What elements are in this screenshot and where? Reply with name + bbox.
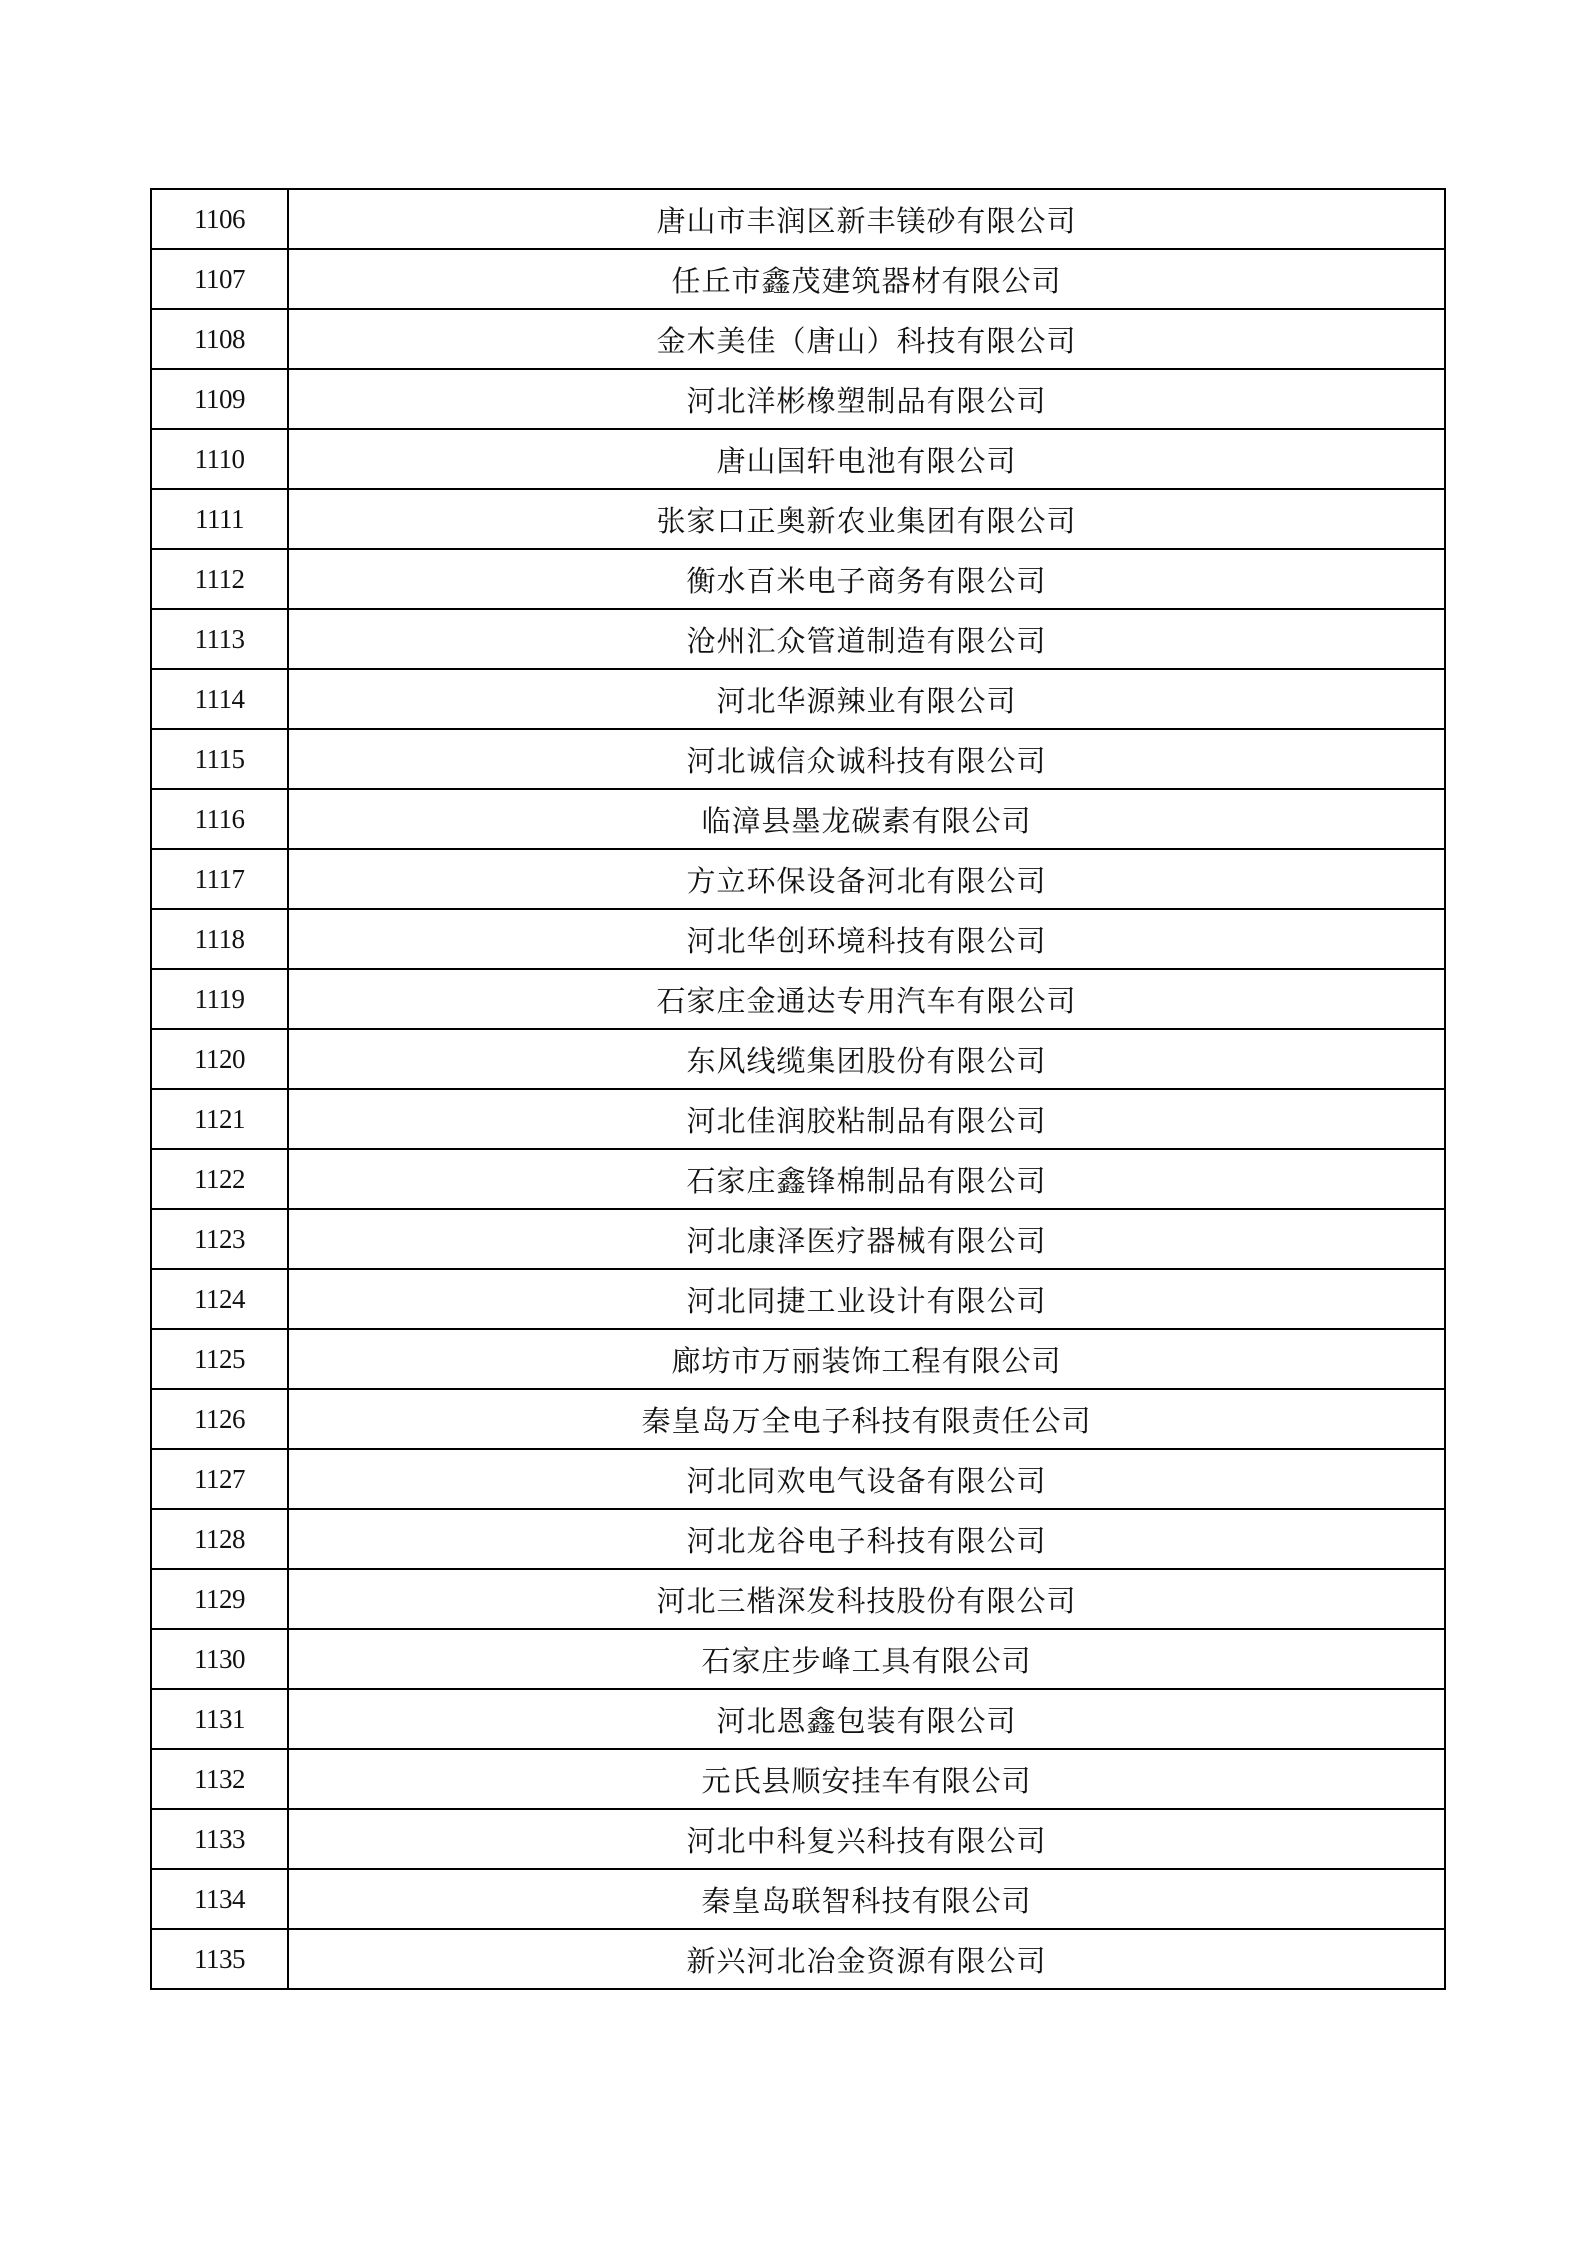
- table-row: [151, 789, 1445, 849]
- table-row: [151, 1029, 1445, 1089]
- row-number: 1111: [151, 489, 288, 549]
- table-row: [151, 189, 1445, 249]
- row-number: 1128: [151, 1509, 288, 1569]
- table-row: [151, 1509, 1445, 1569]
- table-row: [151, 969, 1445, 1029]
- row-number: 1115: [151, 729, 288, 789]
- table-row: [151, 1209, 1445, 1269]
- row-number: 1107: [151, 249, 288, 309]
- company-name: 河北康泽医疗器械有限公司: [288, 1209, 1445, 1269]
- table-row: [151, 1749, 1445, 1809]
- company-name: 张家口正奥新农业集团有限公司: [288, 489, 1445, 549]
- company-name: 元氏县顺安挂车有限公司: [288, 1749, 1445, 1809]
- company-name: 唐山市丰润区新丰镁砂有限公司: [288, 189, 1445, 249]
- table-row: [151, 1689, 1445, 1749]
- row-number: 1124: [151, 1269, 288, 1329]
- row-number: 1132: [151, 1749, 288, 1809]
- company-name: 石家庄步峰工具有限公司: [288, 1629, 1445, 1689]
- row-number: 1120: [151, 1029, 288, 1089]
- table-row: [151, 1329, 1445, 1389]
- row-number: 1129: [151, 1569, 288, 1629]
- table-row: [151, 489, 1445, 549]
- row-number: 1113: [151, 609, 288, 669]
- company-name: 方立环保设备河北有限公司: [288, 849, 1445, 909]
- row-number: 1108: [151, 309, 288, 369]
- company-name: 河北中科复兴科技有限公司: [288, 1809, 1445, 1869]
- company-name: 唐山国轩电池有限公司: [288, 429, 1445, 489]
- row-number: 1133: [151, 1809, 288, 1869]
- row-number: 1114: [151, 669, 288, 729]
- table-row: [151, 1389, 1445, 1449]
- company-name: 廊坊市万丽装饰工程有限公司: [288, 1329, 1445, 1389]
- company-name: 金木美佳（唐山）科技有限公司: [288, 309, 1445, 369]
- company-name: 河北恩鑫包装有限公司: [288, 1689, 1445, 1749]
- row-number: 1121: [151, 1089, 288, 1149]
- row-number: 1116: [151, 789, 288, 849]
- company-name: 河北龙谷电子科技有限公司: [288, 1509, 1445, 1569]
- row-number: 1118: [151, 909, 288, 969]
- row-number: 1126: [151, 1389, 288, 1449]
- table-row: [151, 669, 1445, 729]
- table-row: [151, 1569, 1445, 1629]
- company-name: 新兴河北冶金资源有限公司: [288, 1929, 1445, 1989]
- table-row: [151, 909, 1445, 969]
- table-row: [151, 429, 1445, 489]
- table-row: [151, 609, 1445, 669]
- company-name: 秦皇岛万全电子科技有限责任公司: [288, 1389, 1445, 1449]
- table-row: [151, 1269, 1445, 1329]
- table-row: [151, 1929, 1445, 1989]
- table-row: [151, 309, 1445, 369]
- table-row: [151, 1809, 1445, 1869]
- company-name: 临漳县墨龙碳素有限公司: [288, 789, 1445, 849]
- row-number: 1106: [151, 189, 288, 249]
- table-row: [151, 549, 1445, 609]
- row-number: 1130: [151, 1629, 288, 1689]
- row-number: 1131: [151, 1689, 288, 1749]
- table-row: [151, 849, 1445, 909]
- row-number: 1109: [151, 369, 288, 429]
- table-row: [151, 1869, 1445, 1929]
- company-name: 河北同捷工业设计有限公司: [288, 1269, 1445, 1329]
- row-number: 1110: [151, 429, 288, 489]
- company-name: 秦皇岛联智科技有限公司: [288, 1869, 1445, 1929]
- company-name: 河北三楷深发科技股份有限公司: [288, 1569, 1445, 1629]
- company-name: 河北华创环境科技有限公司: [288, 909, 1445, 969]
- company-name: 石家庄金通达专用汽车有限公司: [288, 969, 1445, 1029]
- row-number: 1119: [151, 969, 288, 1029]
- company-name: 河北洋彬橡塑制品有限公司: [288, 369, 1445, 429]
- company-list-body: [151, 189, 1445, 1989]
- row-number: 1127: [151, 1449, 288, 1509]
- company-name: 河北同欢电气设备有限公司: [288, 1449, 1445, 1509]
- row-number: 1117: [151, 849, 288, 909]
- table-row: [151, 249, 1445, 309]
- company-name: 河北诚信众诚科技有限公司: [288, 729, 1445, 789]
- company-name: 任丘市鑫茂建筑器材有限公司: [288, 249, 1445, 309]
- row-number: 1125: [151, 1329, 288, 1389]
- table-row: [151, 1089, 1445, 1149]
- company-name: 河北佳润胶粘制品有限公司: [288, 1089, 1445, 1149]
- company-name: 石家庄鑫锋棉制品有限公司: [288, 1149, 1445, 1209]
- table-row: [151, 1629, 1445, 1689]
- company-name: 沧州汇众管道制造有限公司: [288, 609, 1445, 669]
- row-number: 1134: [151, 1869, 288, 1929]
- row-number: 1123: [151, 1209, 288, 1269]
- row-number: 1122: [151, 1149, 288, 1209]
- company-list-table: [150, 188, 1446, 1990]
- company-name: 东风线缆集团股份有限公司: [288, 1029, 1445, 1089]
- table-row: [151, 1149, 1445, 1209]
- company-name: 衡水百米电子商务有限公司: [288, 549, 1445, 609]
- table-row: [151, 369, 1445, 429]
- company-name: 河北华源辣业有限公司: [288, 669, 1445, 729]
- row-number: 1135: [151, 1929, 288, 1989]
- table-row: [151, 1449, 1445, 1509]
- row-number: 1112: [151, 549, 288, 609]
- table-row: [151, 729, 1445, 789]
